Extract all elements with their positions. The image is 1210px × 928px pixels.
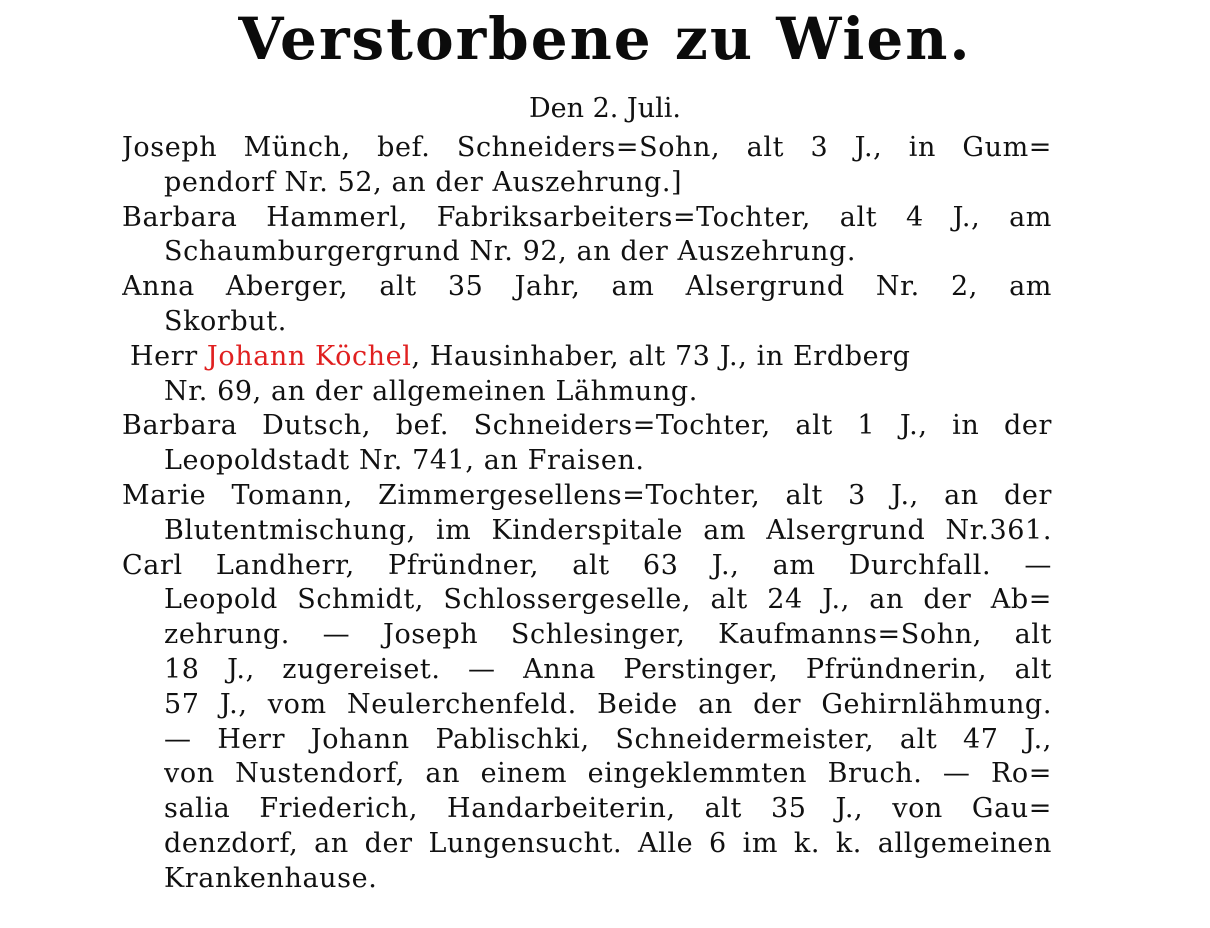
text-line: salia Friederich, Handarbeiterin, alt 35 J., von Gau=: [164, 793, 1052, 825]
text-line: pendorf Nr. 52, an der Auszehrung.]: [164, 166, 683, 198]
text-line: Leopoldstadt Nr. 741, an Fraisen.: [164, 445, 645, 477]
text-line: Nr. 69, an der allgemeinen Lähmung.: [164, 375, 698, 407]
text-line: Blutentmischung, im Kinderspitale am Alsergrund Nr.361.: [164, 514, 1052, 546]
text-line: Krankenhause.: [164, 862, 378, 894]
dateline: Den 2. Juli.: [528, 93, 681, 124]
text-line: Schaumburgergrund Nr. 92, an der Auszehrung.: [164, 236, 857, 268]
text-line: Carl Landherr, Pfründner, alt 63 J., am Durchfall. —: [122, 549, 1052, 581]
text-line: 18 J., zugereiset. — Anna Perstinger, Pfründnerin, alt: [164, 654, 1052, 685]
text-line: Skorbut.: [164, 306, 287, 337]
line-suffix: , Hausinhaber, alt 73 J., in Erdberg: [411, 340, 911, 372]
text-line: Barbara Hammerl, Fabriksarbeiters=Tochter, alt 4 J., am: [122, 201, 1052, 233]
highlighted-name: Johann Köchel: [206, 340, 412, 372]
text-line: Anna Aberger, alt 35 Jahr, am Alsergrund Nr. 2, am: [122, 271, 1052, 303]
line-prefix: Herr: [130, 340, 207, 372]
text-line: Leopold Schmidt, Schlossergeselle, alt 24 J., an der Ab=: [164, 584, 1052, 616]
text-line: Barbara Dutsch, bef. Schneiders=Tochter, alt 1 J., in der: [122, 410, 1052, 442]
text-line: zehrung. — Joseph Schlesinger, Kaufmanns=Sohn, alt: [164, 619, 1052, 651]
text-line: von Nustendorf, an einem eingeklemmten Bruch. — Ro=: [164, 758, 1052, 790]
text-line: Joseph Münch, bef. Schneiders=Sohn, alt 3 J., in Gum=: [122, 132, 1052, 163]
text-line: — Herr Johann Pablischki, Schneidermeister, alt 47 J.,: [164, 723, 1052, 755]
text-line: [130, 339, 911, 375]
text-line: Marie Tomann, Zimmergesellens=Tochter, alt 3 J., an der: [122, 480, 1052, 511]
text-line: 57 J., vom Neulerchenfeld. Beide an der Gehirnlähmung.: [164, 688, 1052, 720]
page-title: Verstorbene zu Wien.: [238, 5, 972, 73]
text-line: denzdorf, an der Lungensucht. Alle 6 im k. k. allgemeinen: [164, 828, 1052, 859]
